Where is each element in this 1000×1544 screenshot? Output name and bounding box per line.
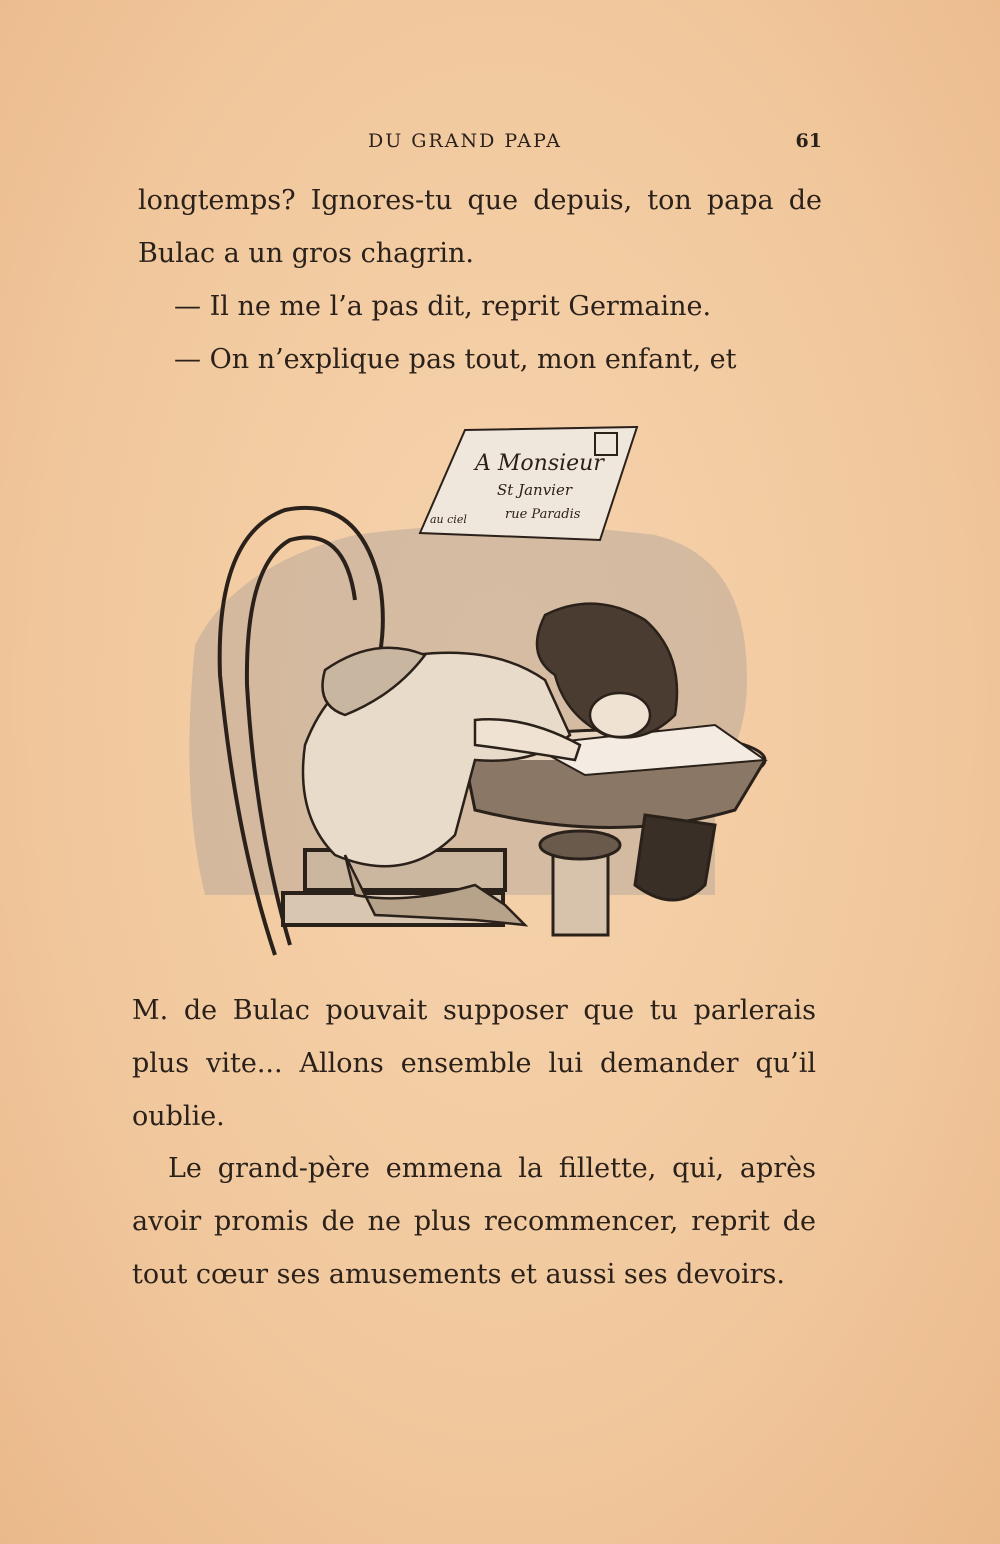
paragraph-4: M. de Bulac pouvait supposer que tu parlerais plus vite... Allons ensemble lui demander qu’il oublie. [132,995,816,1132]
running-head: DU GRAND PAPA [368,130,562,152]
page-header [138,130,822,158]
paragraph-3: — On n’explique pas tout, mon enfant, et [174,344,737,375]
envelope-line-4: au ciel [430,513,467,526]
paragraph-5: Le grand-père emmena la fillette, qui, après avoir promis de ne plus recommencer, reprit de tout cœur ses amusements et aussi ses devoirs. [132,1153,816,1290]
page-number: 61 [795,130,822,152]
paragraph-1: longtemps? Ignores-tu que depuis, ton papa de Bulac a un gros chagrin. [138,185,822,269]
envelope [420,427,637,540]
girl-writing-illustration [175,415,775,965]
envelope-line-2: St Janvier [497,481,573,499]
envelope-line-3: rue Paradis [505,507,581,522]
paragraph-2: — Il ne me l’a pas dit, reprit Germaine. [174,291,712,322]
envelope-line-1: A Monsieur [475,451,604,476]
